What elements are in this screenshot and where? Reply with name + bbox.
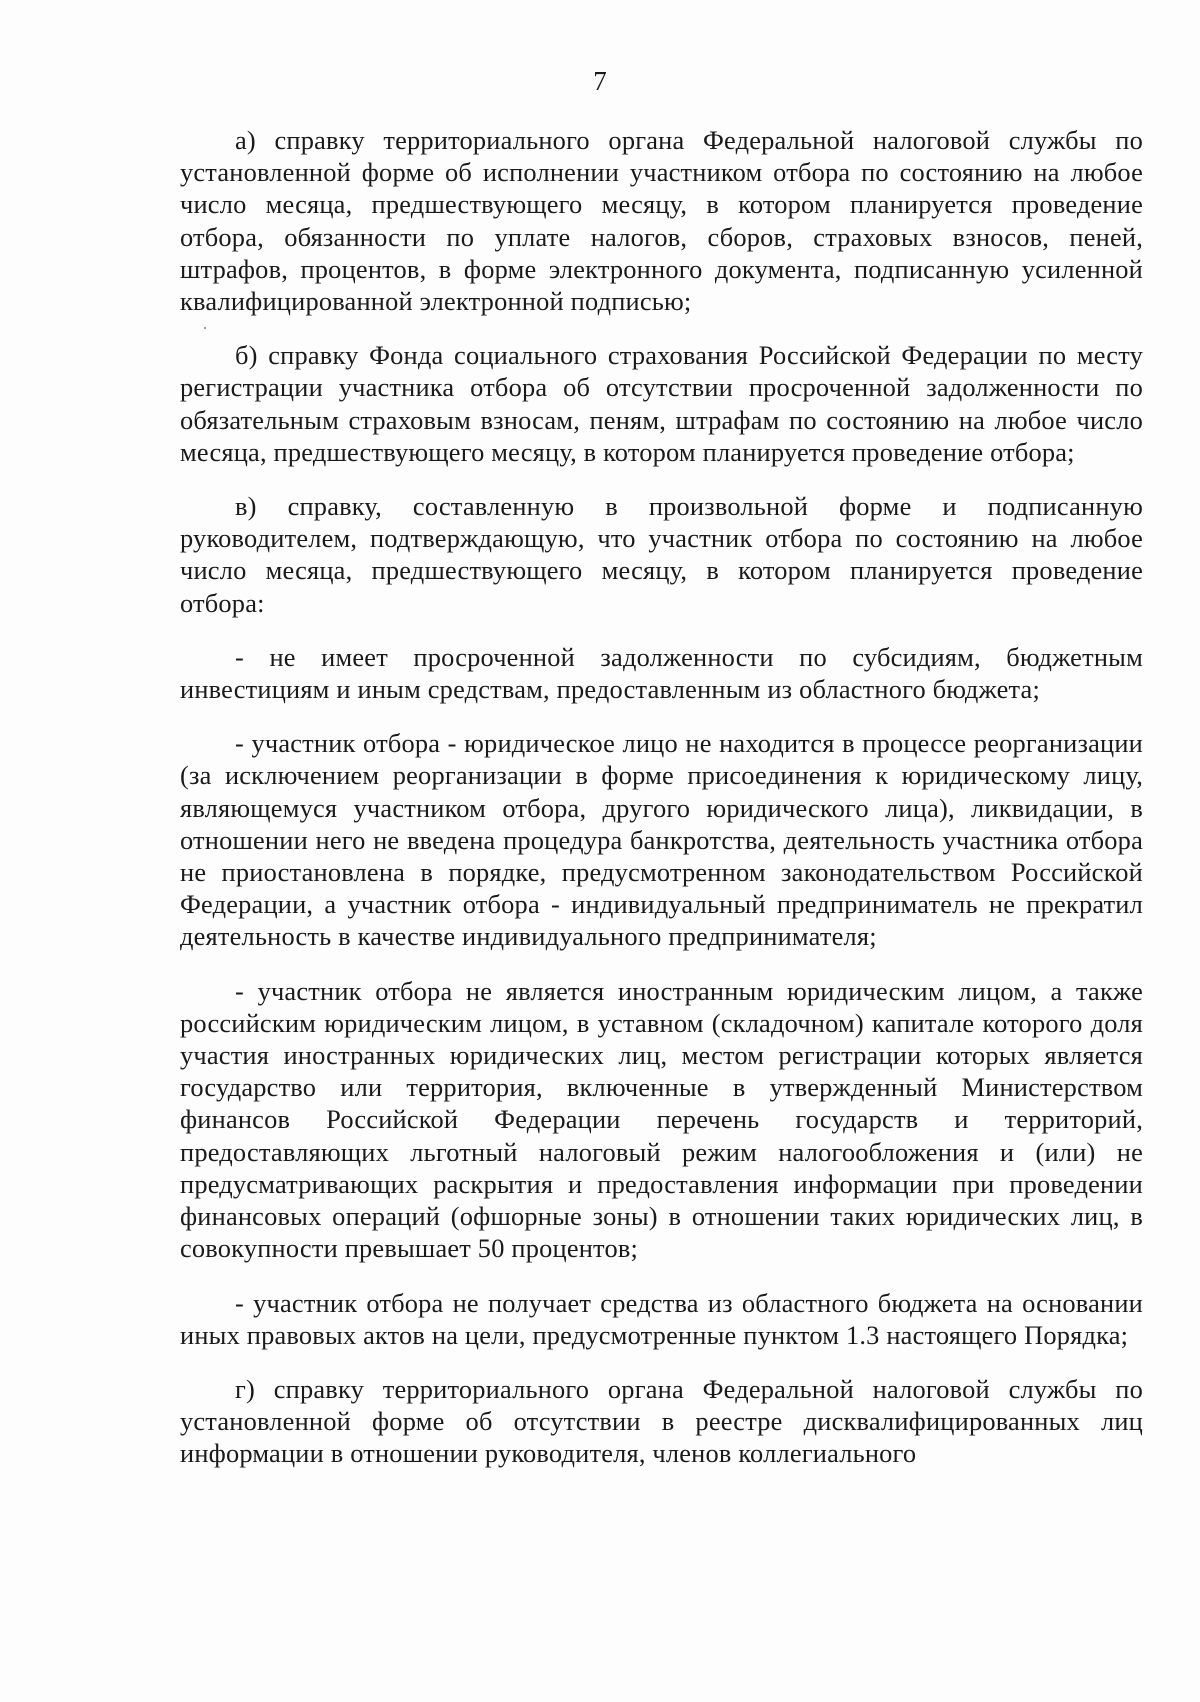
- paragraph-item-v: в) справку, составленную в произвольной форме и подписанную руководителем, подтверждающую, что участник отбора по состоянию на любое число месяца, предшествующего месяцу, в котором планируется проведение отбора:: [180, 491, 1143, 618]
- paragraph-item-a: а) справку территориального органа Федеральной налоговой службы по установленной форме об исполнении участником отбора по состоянию на любое число месяца, предшествующего месяцу, в котором планируется проведение отбора, обязанности по уплате налогов, сборов, страховых взносов, пеней, штрафов, процентов, в форме электронного документа, подписанную усиленной квалифицированной электронной подписью;: [180, 125, 1143, 317]
- paragraph-item-b: б) справку Фонда социального страхования Российской Федерации по месту регистрации участника отбора об отсутствии просроченной задолженности по обязательным страховым взносам, пеням, штрафам по состоянию на любое число месяца, предшествующего месяцу, в котором планируется проведение отбора;: [180, 340, 1143, 467]
- document-body: [180, 124, 1143, 1470]
- page-number: 7: [593, 66, 607, 96]
- paragraph-bullet-not-foreign: - участник отбора не является иностранным юридическим лицом, а также российским юридическим лицом, в уставном (складочном) капитале которого доля участия иностранных юридических лиц, местом регистрации которых является государство или территория, включенные в утвержденный Министерством финансов Российской Федерации перечень государств и территорий, предоставляющих льготный налоговый режим налогообложения и (или) не предусматривающих раскрытия и предоставления информации при проведении финансовых операций (офшорные зоны) в отношении таких юридических лиц, в совокупности превышает 50 процентов;: [180, 975, 1143, 1264]
- paragraph-bullet-no-debt: - не имеет просроченной задолженности по субсидиям, бюджетным инвестициям и иным средствам, предоставленным из областного бюджета;: [180, 641, 1143, 705]
- paragraph-item-g: г) справку территориального органа Федеральной налоговой службы по установленной форме об отсутствии в реестре дисквалифицированных лиц информации в отношении руководителя, членов коллегиального: [180, 1373, 1143, 1469]
- paragraph-bullet-no-other-funds: - участник отбора не получает средства из областного бюджета на основании иных правовых актов на цели, предусмотренные пунктом 1.3 настоящего Порядка;: [180, 1287, 1143, 1350]
- paragraph-bullet-not-reorganizing: - участник отбора - юридическое лицо не находится в процессе реорганизации (за исключением реорганизации в форме присоединения к юридическому лицу, являющемуся участником отбора, другого юридического лица), ликвидации, в отношении него не введена процедура банкротства, деятельность участника отбора не приостановлена в порядке, предусмотренном законодательством Российской Федерации, а участник отбора - индивидуальный предприниматель не прекратил деятельность в качестве индивидуального предпринимателя;: [180, 728, 1143, 952]
